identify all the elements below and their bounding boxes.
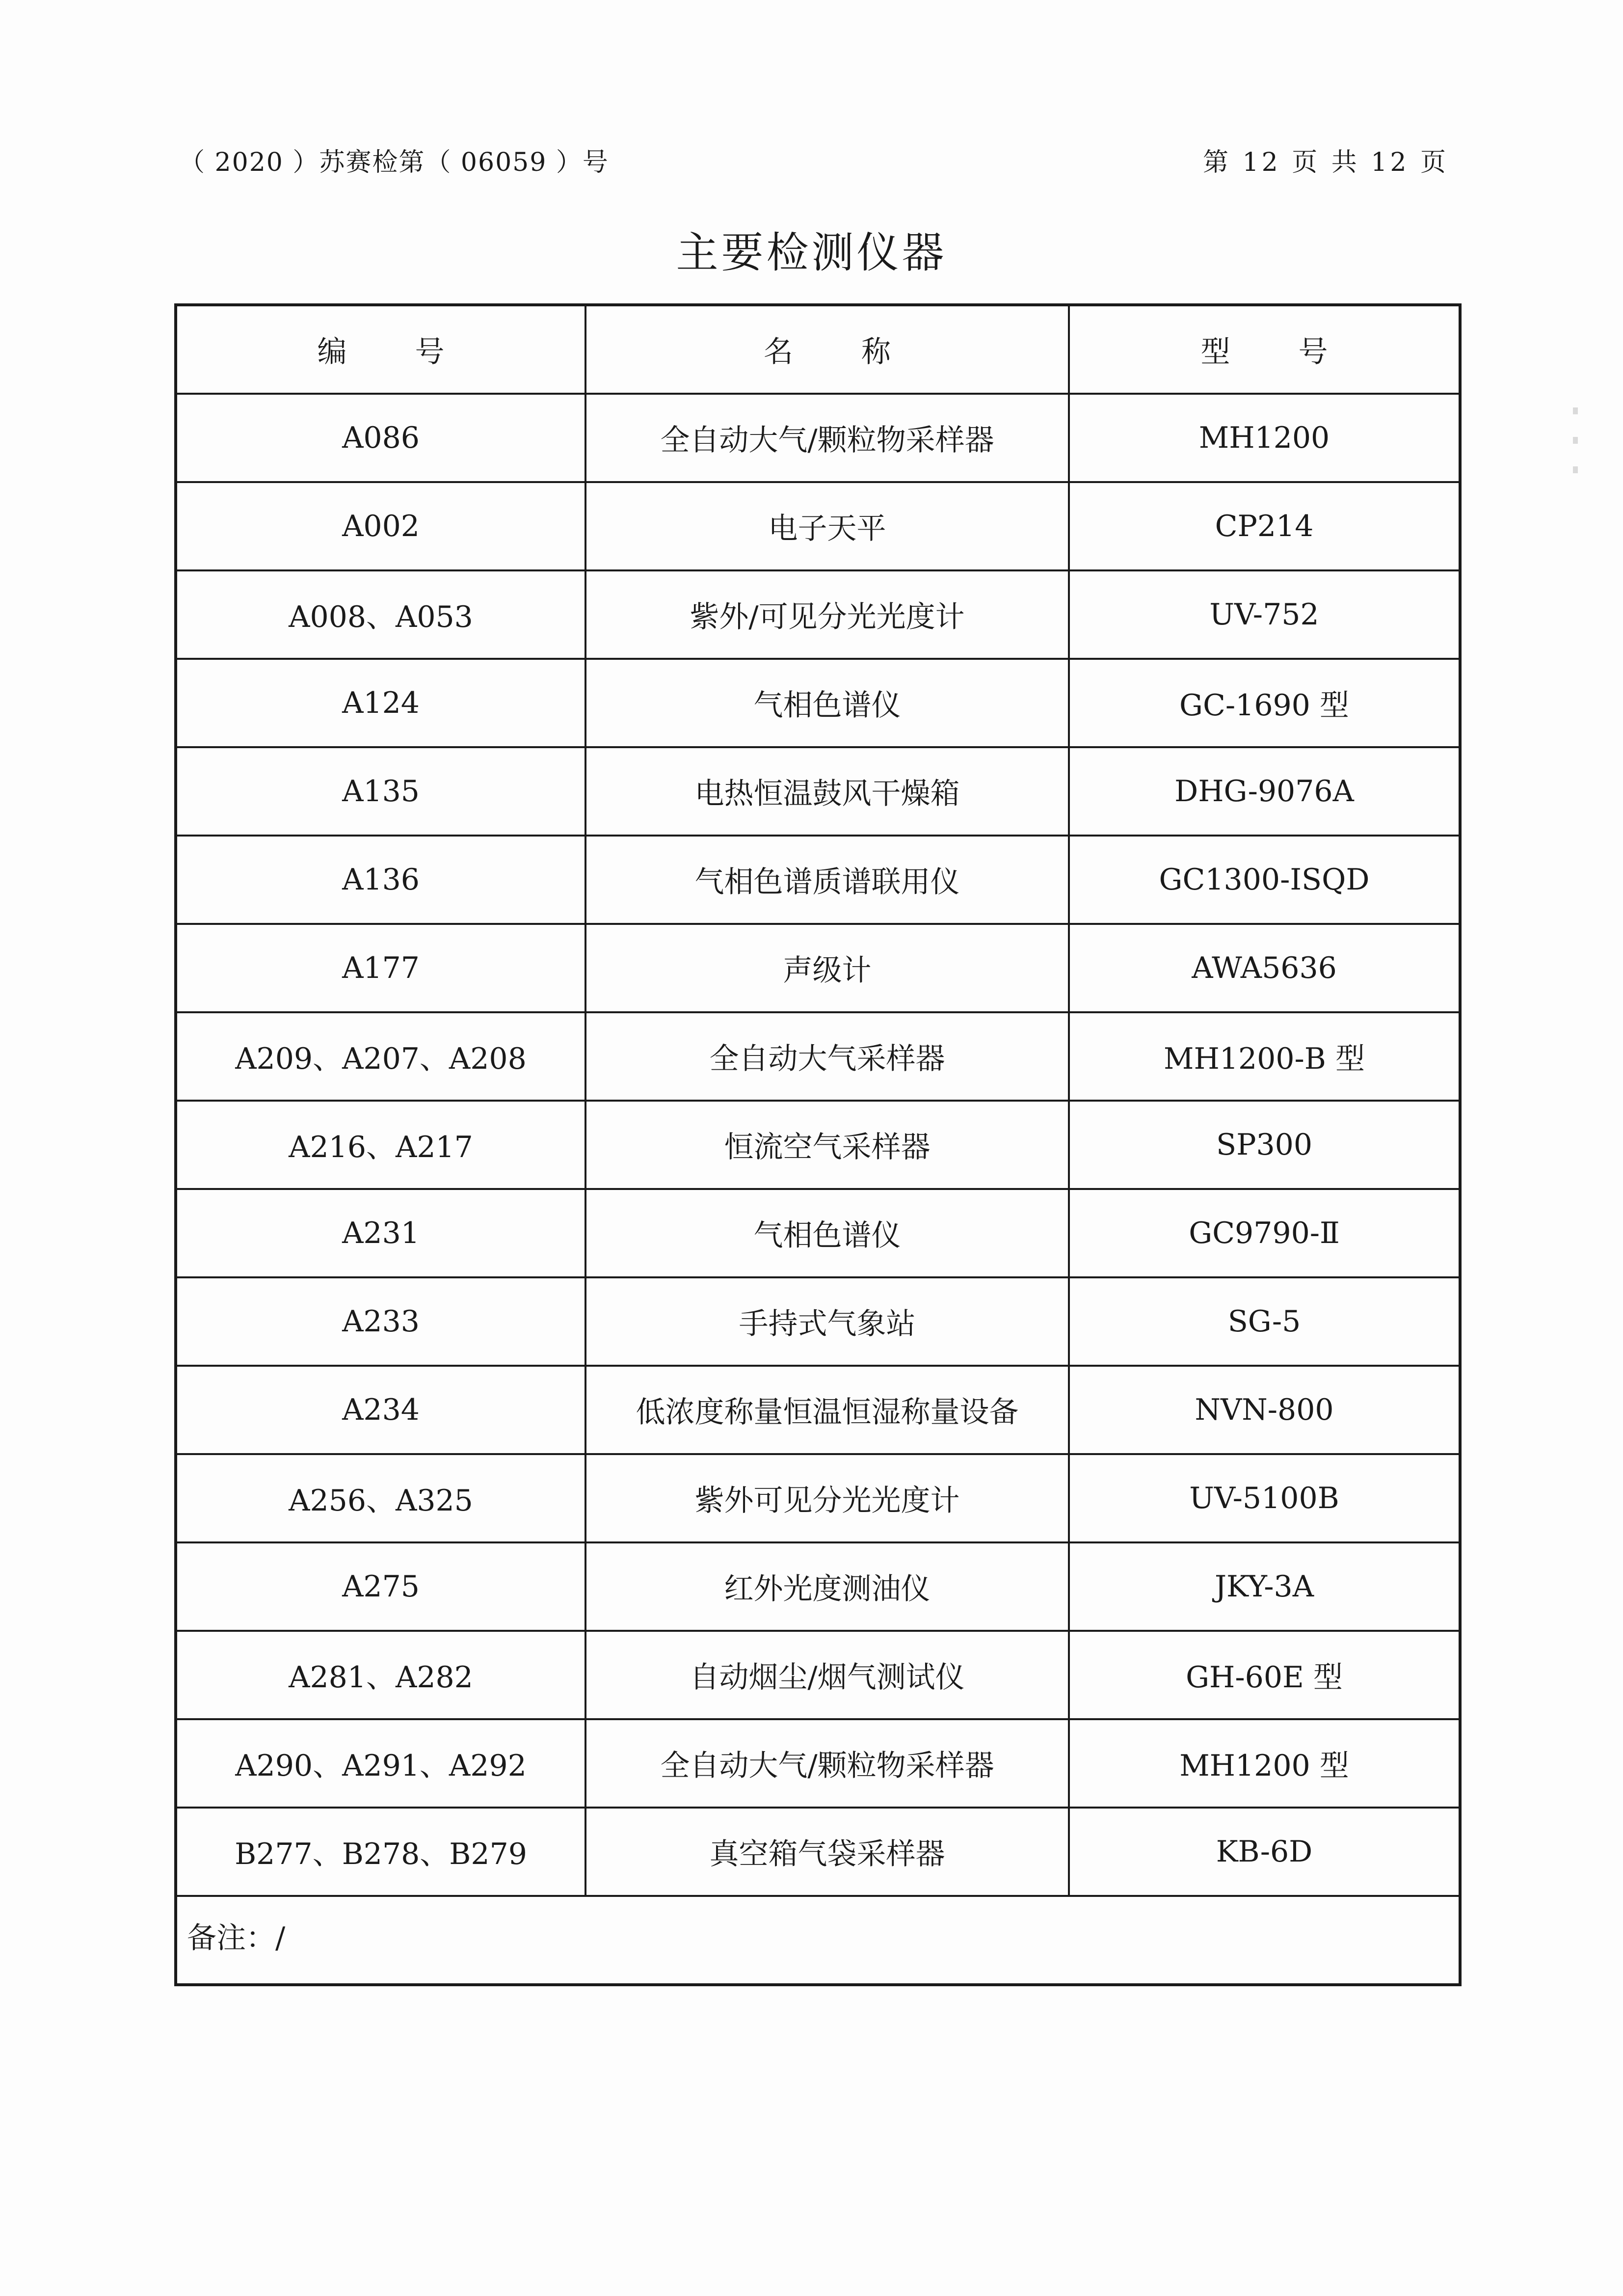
instrument-name-cell: 低浓度称量恒温恒湿称量设备 bbox=[585, 1366, 1069, 1454]
table-row bbox=[176, 1189, 1460, 1277]
table-row bbox=[176, 924, 1460, 1012]
instrument-table bbox=[174, 303, 1462, 1986]
instrument-model-cell: CP214 bbox=[1069, 482, 1460, 570]
instrument-model-cell: GC-1690 型 bbox=[1069, 659, 1460, 747]
instrument-name-cell: 紫外可见分光光度计 bbox=[585, 1454, 1069, 1542]
instrument-id-cell: A233 bbox=[176, 1277, 585, 1366]
table-row bbox=[176, 1454, 1460, 1542]
table-row bbox=[176, 1808, 1460, 1896]
instrument-id-cell: A216、A217 bbox=[176, 1101, 585, 1189]
table-row bbox=[176, 1101, 1460, 1189]
page-title: 主要检测仪器 bbox=[676, 228, 947, 277]
instrument-model-cell: AWA5636 bbox=[1069, 924, 1460, 1012]
table-row bbox=[176, 394, 1460, 482]
instrument-name-cell: 电子天平 bbox=[585, 482, 1069, 570]
instrument-model-cell: UV-5100B bbox=[1069, 1454, 1460, 1542]
table-row bbox=[176, 1277, 1460, 1366]
instrument-id-cell: A135 bbox=[176, 747, 585, 836]
instrument-model-cell: JKY-3A bbox=[1069, 1542, 1460, 1631]
table-row bbox=[176, 1012, 1460, 1101]
remarks-label: 备注： bbox=[187, 1921, 275, 1955]
instrument-id-cell: A256、A325 bbox=[176, 1454, 585, 1542]
instrument-id-cell: A281、A282 bbox=[176, 1631, 585, 1719]
instrument-name-cell: 自动烟尘/烟气测试仪 bbox=[585, 1631, 1069, 1719]
instrument-name-cell: 全自动大气/颗粒物采样器 bbox=[585, 1719, 1069, 1808]
instrument-name-cell: 气相色谱质谱联用仪 bbox=[585, 836, 1069, 924]
table-row bbox=[176, 659, 1460, 747]
instrument-model-cell: GC1300-ISQD bbox=[1069, 836, 1460, 924]
remarks-row bbox=[176, 1896, 1460, 1985]
table-row bbox=[176, 747, 1460, 836]
table-row bbox=[176, 482, 1460, 570]
instrument-id-cell: B277、B278、B279 bbox=[176, 1808, 585, 1896]
instrument-id-cell: A290、A291、A292 bbox=[176, 1719, 585, 1808]
instrument-id-cell: A275 bbox=[176, 1542, 585, 1631]
scan-margin-marks bbox=[1569, 403, 1584, 501]
instrument-name-cell: 红外光度测油仪 bbox=[585, 1542, 1069, 1631]
instrument-name-cell: 紫外/可见分光光度计 bbox=[585, 570, 1069, 659]
instrument-id-cell: A124 bbox=[176, 659, 585, 747]
instrument-name-cell: 气相色谱仪 bbox=[585, 659, 1069, 747]
instrument-model-cell: SP300 bbox=[1069, 1101, 1460, 1189]
table-row bbox=[176, 1631, 1460, 1719]
instrument-model-cell: UV-752 bbox=[1069, 570, 1460, 659]
table-header-row bbox=[176, 305, 1460, 394]
instrument-name-cell: 全自动大气/颗粒物采样器 bbox=[585, 394, 1069, 482]
instrument-id-cell: A008、A053 bbox=[176, 570, 585, 659]
instrument-name-cell: 真空箱气袋采样器 bbox=[585, 1808, 1069, 1896]
instrument-model-cell: MH1200 bbox=[1069, 394, 1460, 482]
instrument-name-cell: 全自动大气采样器 bbox=[585, 1012, 1069, 1101]
instrument-model-cell: GC9790-Ⅱ bbox=[1069, 1189, 1460, 1277]
instrument-id-cell: A177 bbox=[176, 924, 585, 1012]
table-row bbox=[176, 1366, 1460, 1454]
table-body bbox=[176, 394, 1460, 1896]
table-row bbox=[176, 836, 1460, 924]
instrument-model-cell: GH-60E 型 bbox=[1069, 1631, 1460, 1719]
instrument-model-cell: MH1200 型 bbox=[1069, 1719, 1460, 1808]
column-header-id: 编 号 bbox=[176, 305, 585, 394]
table-row bbox=[176, 1542, 1460, 1631]
instrument-name-cell: 手持式气象站 bbox=[585, 1277, 1069, 1366]
instrument-model-cell: SG-5 bbox=[1069, 1277, 1460, 1366]
instrument-name-cell: 电热恒温鼓风干燥箱 bbox=[585, 747, 1069, 836]
column-header-name: 名 称 bbox=[585, 305, 1069, 394]
page-counter: 第 12 页 共 12 页 bbox=[1203, 148, 1449, 177]
document-number: （ 2020 ）苏赛检第（ 06059 ）号 bbox=[179, 148, 609, 177]
instrument-model-cell: MH1200-B 型 bbox=[1069, 1012, 1460, 1101]
instrument-id-cell: A086 bbox=[176, 394, 585, 482]
instrument-id-cell: A231 bbox=[176, 1189, 585, 1277]
table-row bbox=[176, 570, 1460, 659]
instrument-name-cell: 恒流空气采样器 bbox=[585, 1101, 1069, 1189]
instrument-model-cell: DHG-9076A bbox=[1069, 747, 1460, 836]
instrument-model-cell: NVN-800 bbox=[1069, 1366, 1460, 1454]
instrument-id-cell: A136 bbox=[176, 836, 585, 924]
instrument-name-cell: 气相色谱仪 bbox=[585, 1189, 1069, 1277]
table-row bbox=[176, 1719, 1460, 1808]
remarks-value: / bbox=[275, 1921, 286, 1955]
instrument-model-cell: KB-6D bbox=[1069, 1808, 1460, 1896]
instrument-id-cell: A234 bbox=[176, 1366, 585, 1454]
remarks-cell bbox=[176, 1896, 1460, 1985]
column-header-model: 型 号 bbox=[1069, 305, 1460, 394]
instrument-id-cell: A209、A207、A208 bbox=[176, 1012, 585, 1101]
instrument-id-cell: A002 bbox=[176, 482, 585, 570]
instrument-name-cell: 声级计 bbox=[585, 924, 1069, 1012]
